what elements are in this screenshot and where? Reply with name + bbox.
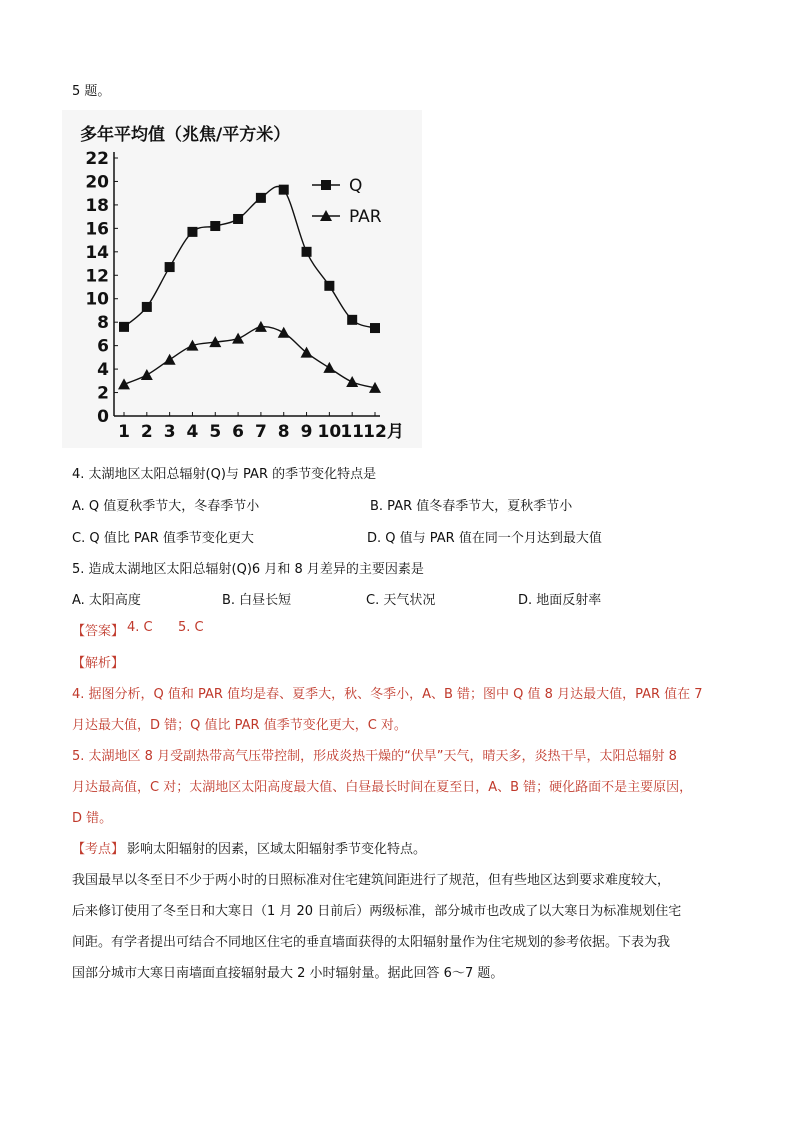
data-point-q bbox=[119, 322, 129, 332]
x-tick-label: 3 bbox=[163, 422, 176, 442]
y-tick-label: 10 bbox=[85, 289, 109, 310]
q4-option-d: D. Q 值与 PAR 值在同一个月达到最大值 bbox=[367, 531, 602, 546]
data-point-q bbox=[347, 315, 357, 325]
analysis-line-4: 月达最高值，C 对；太湖地区太阳高度最大值、白昼最长时间在夏至日，A、B 错；硬化路面不是主要原因， bbox=[72, 780, 693, 795]
analysis-line-3: 5. 太湖地区 8 月受副热带高气压带控制，形成炎热干燥的“伏旱”天气，晴天多，炎热干旱，太阳总辐射 8 bbox=[72, 749, 677, 764]
y-tick-label: 18 bbox=[85, 195, 109, 216]
y-tick-label: 20 bbox=[85, 172, 109, 193]
legend-label-par: PAR bbox=[349, 207, 382, 227]
x-axis-label: 月 bbox=[387, 422, 404, 442]
chart-background bbox=[62, 110, 422, 448]
kaodian-tag: 【考点】 bbox=[72, 842, 125, 857]
q5-option-d: D. 地面反射率 bbox=[518, 593, 602, 608]
passage-line-4: 国部分城市大寒日南墙面直接辐射最大 2 小时辐射量。据此回答 6～7 题。 bbox=[72, 966, 504, 981]
data-point-q bbox=[324, 281, 334, 291]
x-tick-label: 10 bbox=[317, 422, 342, 442]
analysis-line-5: D 错。 bbox=[72, 811, 113, 826]
answer-4: 4. C bbox=[127, 620, 153, 635]
y-tick-label: 22 bbox=[85, 149, 109, 169]
y-tick-label: 0 bbox=[97, 407, 109, 427]
data-point-q bbox=[165, 262, 175, 272]
analysis-line-1: 4. 据图分析，Q 值和 PAR 值均是春、夏季大，秋、冬季小，A、B 错；图中 Q 值 8 月达最大值，PAR 值在 7 bbox=[72, 687, 703, 702]
y-tick-label: 4 bbox=[97, 360, 109, 381]
x-tick-label: 5 bbox=[209, 422, 222, 442]
radiation-line-chart bbox=[62, 110, 422, 448]
q4-option-c: C. Q 值比 PAR 值季节变化更大 bbox=[72, 531, 254, 546]
y-tick-label: 6 bbox=[97, 336, 109, 357]
y-tick-label: 8 bbox=[97, 313, 109, 334]
y-tick-label: 12 bbox=[85, 266, 109, 287]
data-point-q bbox=[233, 214, 243, 224]
passage-line-2: 后来修订使用了冬至日和大寒日（1 月 20 日前后）两级标准，部分城市也改成了以大寒日为标准规划住宅 bbox=[72, 904, 682, 919]
passage-line-1: 我国最早以冬至日不少于两小时的日照标准对住宅建筑间距进行了规范，但有些地区达到要求难度较大， bbox=[72, 873, 671, 888]
x-tick-label: 2 bbox=[140, 422, 153, 442]
data-point-q bbox=[142, 302, 152, 312]
x-tick-label: 6 bbox=[232, 422, 245, 442]
q4-option-b: B. PAR 值冬春季节大，夏秋季节小 bbox=[370, 499, 573, 514]
data-point-q bbox=[279, 185, 289, 195]
y-tick-label: 2 bbox=[97, 383, 109, 404]
x-tick-label: 11 bbox=[340, 422, 365, 442]
q5-option-c: C. 天气状况 bbox=[366, 593, 436, 608]
analysis-line-2: 月达最大值，D 错；Q 值比 PAR 值季节变化更大，C 对。 bbox=[72, 718, 407, 733]
x-tick-label: 12 bbox=[363, 422, 387, 442]
data-point-q bbox=[187, 227, 197, 237]
q5-option-a: A. 太阳高度 bbox=[72, 593, 141, 608]
passage-line-3: 间距。有学者提出可结合不同地区住宅的垂直墙面获得的太阳辐射量作为住宅规划的参考依据。下表为我 bbox=[72, 935, 671, 950]
data-point-q bbox=[210, 221, 220, 231]
data-point-q bbox=[256, 193, 266, 203]
x-tick-label: 4 bbox=[186, 422, 199, 442]
x-tick-label: 7 bbox=[254, 422, 267, 442]
q4-option-a: A. Q 值夏秋季节大，冬春季节小 bbox=[72, 499, 260, 514]
data-point-q bbox=[302, 247, 312, 257]
y-tick-label: 14 bbox=[85, 242, 109, 263]
kaodian-text: 影响太阳辐射的因素，区域太阳辐射季节变化特点。 bbox=[127, 842, 427, 857]
top-line: 5 题。 bbox=[72, 84, 111, 99]
answer-tag: 【答案】 bbox=[72, 624, 125, 639]
q5-stem: 5. 造成太湖地区太阳总辐射(Q)6 月和 8 月差异的主要因素是 bbox=[72, 562, 424, 577]
legend-label-q: Q bbox=[349, 176, 363, 196]
x-tick-label: 9 bbox=[300, 422, 313, 442]
x-tick-label: 1 bbox=[118, 422, 130, 442]
x-tick-label: 8 bbox=[277, 422, 290, 442]
chart-title: 多年平均值（兆焦/平方米） bbox=[80, 125, 291, 145]
analysis-tag: 【解析】 bbox=[72, 656, 125, 671]
data-point-q bbox=[370, 323, 380, 333]
answer-5: 5. C bbox=[178, 620, 204, 635]
q5-option-b: B. 白昼长短 bbox=[222, 593, 292, 608]
y-tick-label: 16 bbox=[85, 219, 109, 240]
q4-stem: 4. 太湖地区太阳总辐射(Q)与 PAR 的季节变化特点是 bbox=[72, 467, 377, 482]
legend-marker-q bbox=[321, 180, 331, 190]
